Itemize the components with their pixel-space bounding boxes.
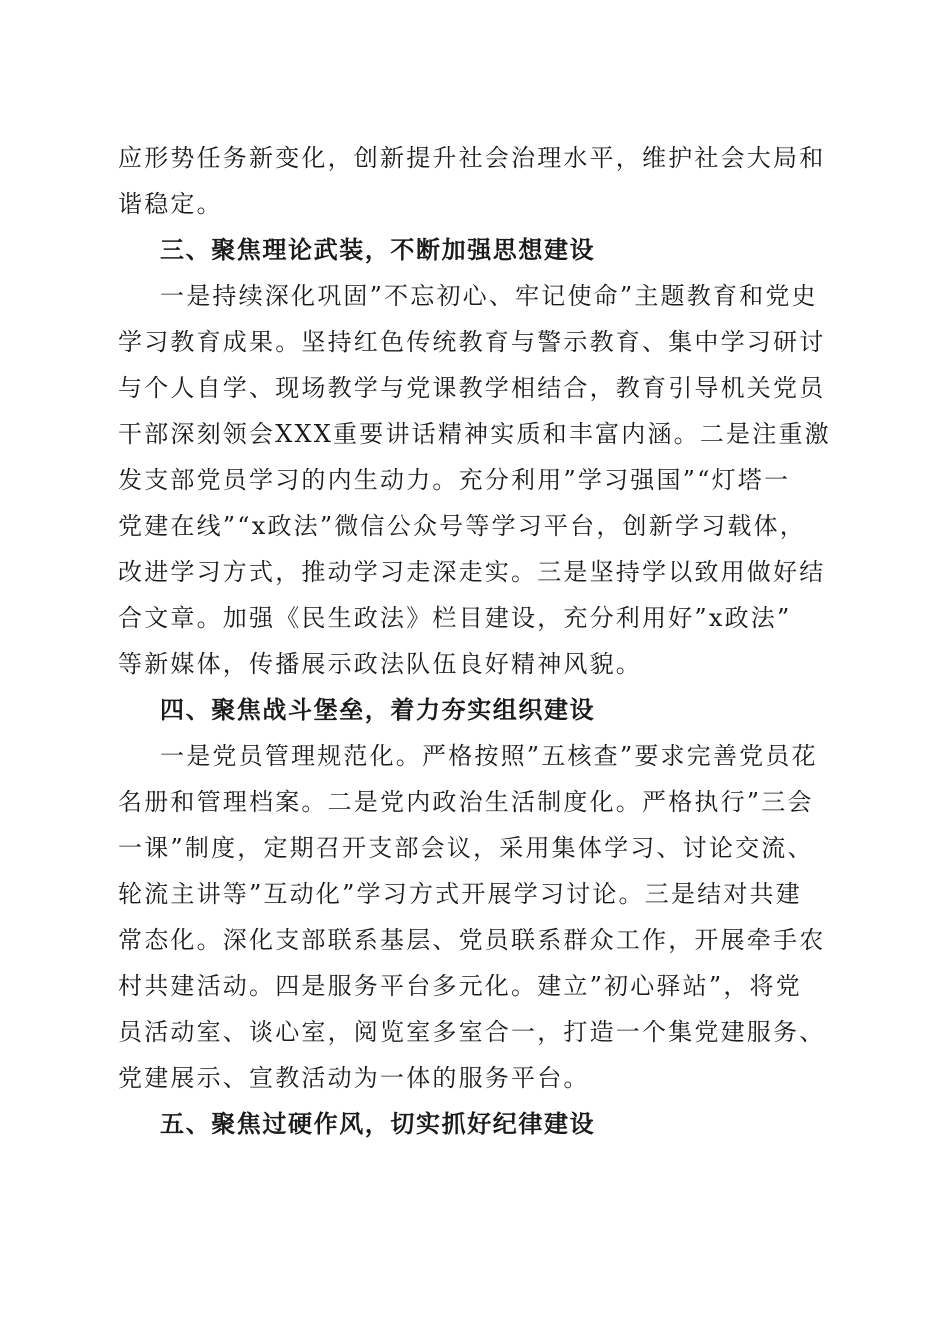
body-line: 一课”制度，定期召开支部会议，采用集体学习、讨论交流、: [118, 834, 814, 862]
body-line: 一是党员管理规范化。严格按照”五核查”要求完善党员花: [160, 742, 818, 770]
body-line: 合文章。加强《民生政法》栏目建设，充分利用好”x政法”: [118, 604, 792, 632]
section-heading-3: 三、聚焦理论武装，不断加强思想建设: [160, 236, 596, 264]
document-page: [118, 135, 830, 1147]
body-line: 一是持续深化巩固”不忘初心、牢记使命”主题教育和党史: [160, 282, 818, 310]
body-line: 党建在线”“x政法”微信公众号等学习平台，创新学习载体，: [118, 512, 806, 540]
body-line: 村共建活动。四是服务平台多元化。建立”初心驿站”，将党: [118, 972, 802, 1000]
body-line: 常态化。深化支部联系基层、党员联系群众工作，开展牵手农: [118, 926, 826, 954]
body-line: 党建展示、宣教活动为一体的服务平台。: [118, 1064, 590, 1092]
section-heading-4: 四、聚焦战斗堡垒，着力夯实组织建设: [160, 696, 596, 724]
body-line: 员活动室、谈心室，阅览室多室合一，打造一个集党建服务、: [118, 1018, 826, 1046]
body-line: 名册和管理档案。二是党内政治生活制度化。严格执行”三会: [118, 788, 814, 816]
body-line: 与个人自学、现场教学与党课教学相结合，教育引导机关党员: [118, 374, 826, 402]
body-line: 学习教育成果。坚持红色传统教育与警示教育、集中学习研讨: [118, 328, 826, 356]
body-line: 发支部党员学习的内生动力。充分利用”学习强国”“灯塔一: [118, 466, 791, 494]
body-line: 轮流主讲等”互动化”学习方式开展学习讨论。三是结对共建: [118, 880, 802, 908]
body-line: 干部深刻领会XXX重要讲话精神实质和丰富内涵。二是注重激: [118, 420, 831, 448]
body-line: 应形势任务新变化，创新提升社会治理水平，维护社会大局和: [118, 144, 826, 172]
section-heading-5: 五、聚焦过硬作风，切实抓好纪律建设: [160, 1110, 596, 1138]
body-line: 等新媒体，传播展示政法队伍良好精神风貌。: [118, 650, 642, 678]
body-line: 谐稳定。: [118, 190, 223, 218]
body-line: 改进学习方式，推动学习走深走实。三是坚持学以致用做好结: [118, 558, 826, 586]
